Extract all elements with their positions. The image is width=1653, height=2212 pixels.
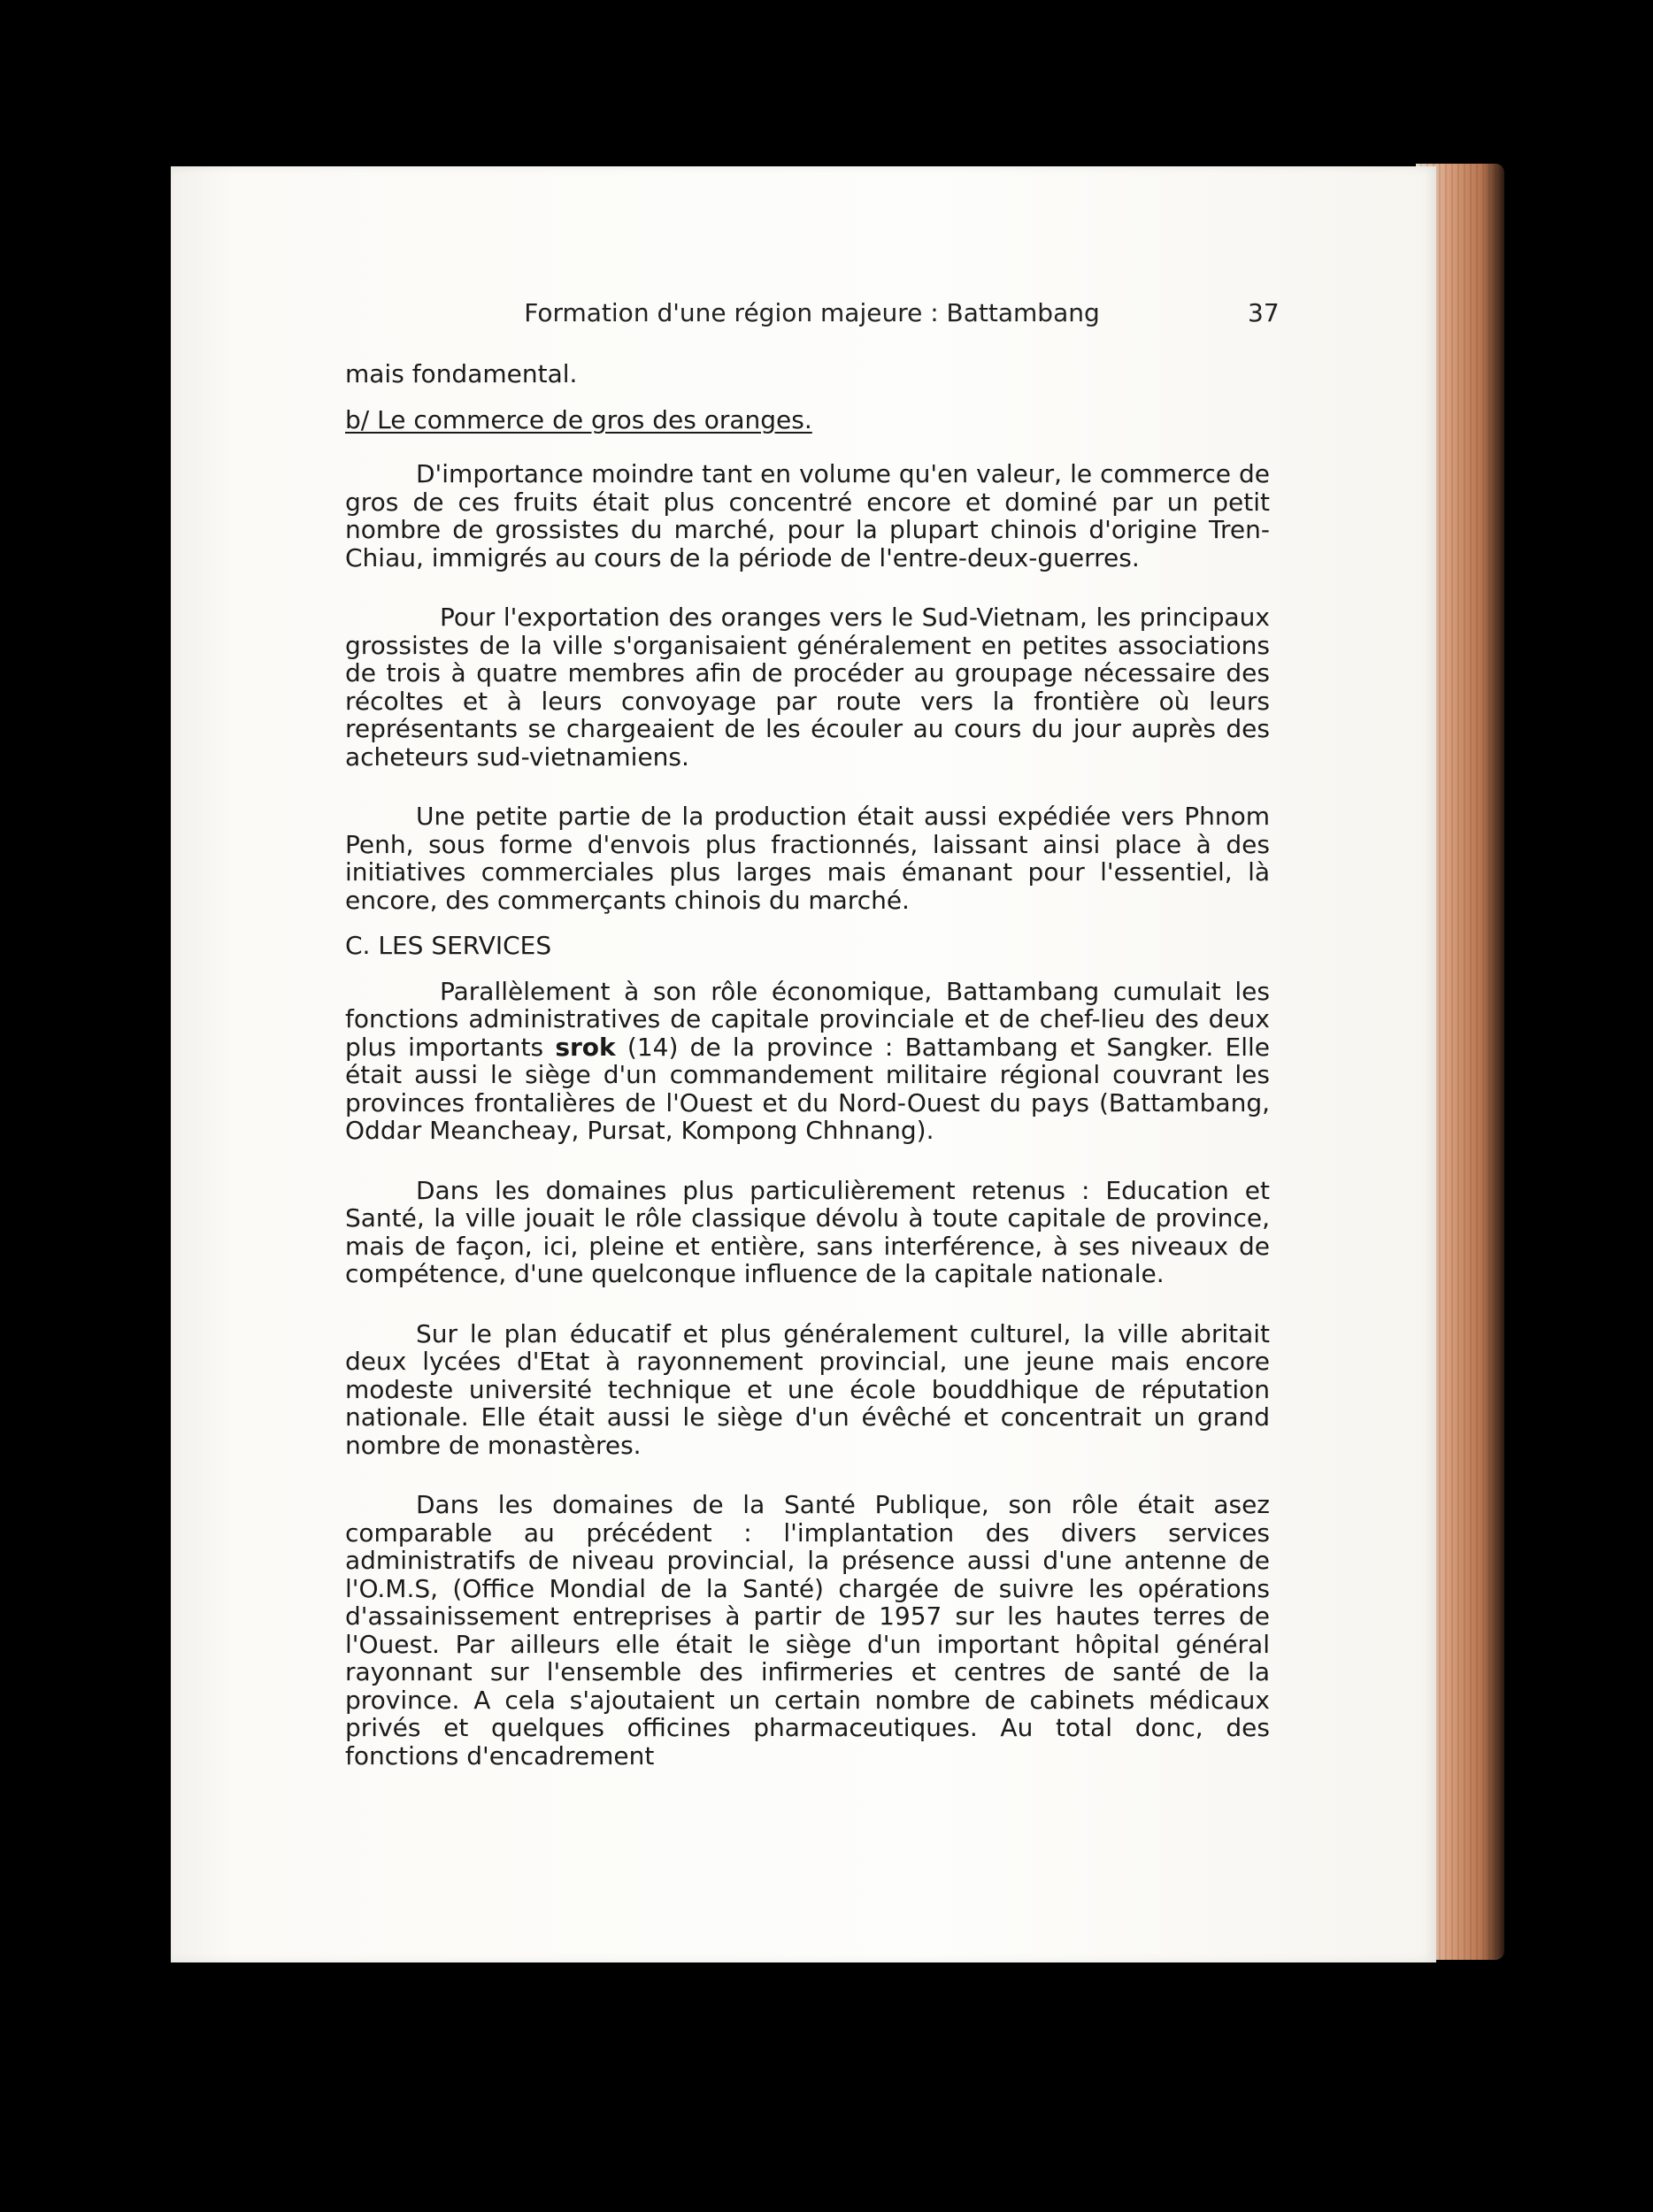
paragraph-4 — [345, 978, 1270, 1145]
paragraph-5: Dans les domaines plus particulièrement retenus : Education et Santé, la ville jouait le rôle classique dévolu à toute capitale de province, mais de façon, ici, pleine et entière, sans interférence, à ses niveaux de compétence, d'une quelconque influence de la capitale nationale. — [345, 1175, 1270, 1288]
paragraph-2: Pour l'exportation des oranges vers le Sud-Vietnam, les principaux grossistes de la ville s'organisaient généralement en petites associations de trois à quatre membres afin de procéder au groupage nécessaire des récoltes et à leurs convoyage par route vers la frontière où leurs représentants se chargeaient de les écouler au cours du jour auprès des acheteurs sud-vietnamiens. — [345, 603, 1270, 772]
paragraph-4-term: srok — [555, 1032, 616, 1062]
paragraph-6: Sur le plan éducatif et plus généralement culturel, la ville abritait deux lycées d'Etat à rayonnement provincial, une jeune mais encore modeste université technique et une école bouddhique de réputation nationale. Elle était aussi le siège d'un évêché et concentrait un grand nombre de monastères. — [345, 1318, 1270, 1460]
page-number: 37 — [1248, 298, 1280, 327]
section-heading-c: C. LES SERVICES — [345, 931, 552, 960]
paragraph-1: D'importance moindre tant en volume qu'en valeur, le commerce de gros de ces fruits était plus concentré encore et dominé par un petit nombre de grossistes du marché, pour la plupart chinois d'origine Tren-Chiau, immigrés au cours de la période de l'entre-deux-guerres. — [345, 459, 1270, 572]
body-text — [345, 360, 1270, 1770]
paragraph-4-start: Parallèlement à son rôle économique, Battambang cumulait les fonctions administratives de capitale provinciale et de chef-lieu des deux plus importants — [345, 976, 1270, 1062]
paragraph-4-end: (14) de la province : Battambang et Sangker. Elle était aussi le siège d'un commandement militaire régional couvrant les provinces frontalières de l'Ouest et du Nord-Ouest du pays (Battambang, Oddar Meancheay, Pursat, Kompong Chhnang). — [345, 1032, 1270, 1145]
paragraph-7: Dans les domaines de la Santé Publique, son rôle était asez comparable au précédent : l'implantation des divers services administratifs de niveau provincial, la présence aussi d'une antenne de l'O.M.S, (Office Mondial de la Santé) chargée de suivre les opérations d'assainissement entreprises à partir de 1957 sur les hautes terres de l'Ouest. Par ailleurs elle était le siège d'un important hôpital général rayonnant sur l'ensemble des infirmeries et centres de santé de la province. A cela s'ajoutaient un certain nombre de cabinets médicaux privés et quelques officines pharmaceutiques. Au total donc, des fonctions d'encadrement — [345, 1490, 1270, 1770]
section-heading-b-text: b/ Le commerce de gros des oranges. — [345, 404, 812, 434]
intro-line: mais fondamental. — [345, 359, 578, 388]
running-title: Formation d'une région majeure : Battambang — [524, 298, 1100, 327]
section-heading-b — [345, 406, 1270, 434]
paragraph-3: Une petite partie de la production était aussi expédiée vers Phnom Penh, sous forme d'envois plus fractionnés, laissant ainsi place à des initiatives commerciales plus larges mais émanant pour l'essentiel, là encore, des commerçants chinois du marché. — [345, 802, 1270, 915]
